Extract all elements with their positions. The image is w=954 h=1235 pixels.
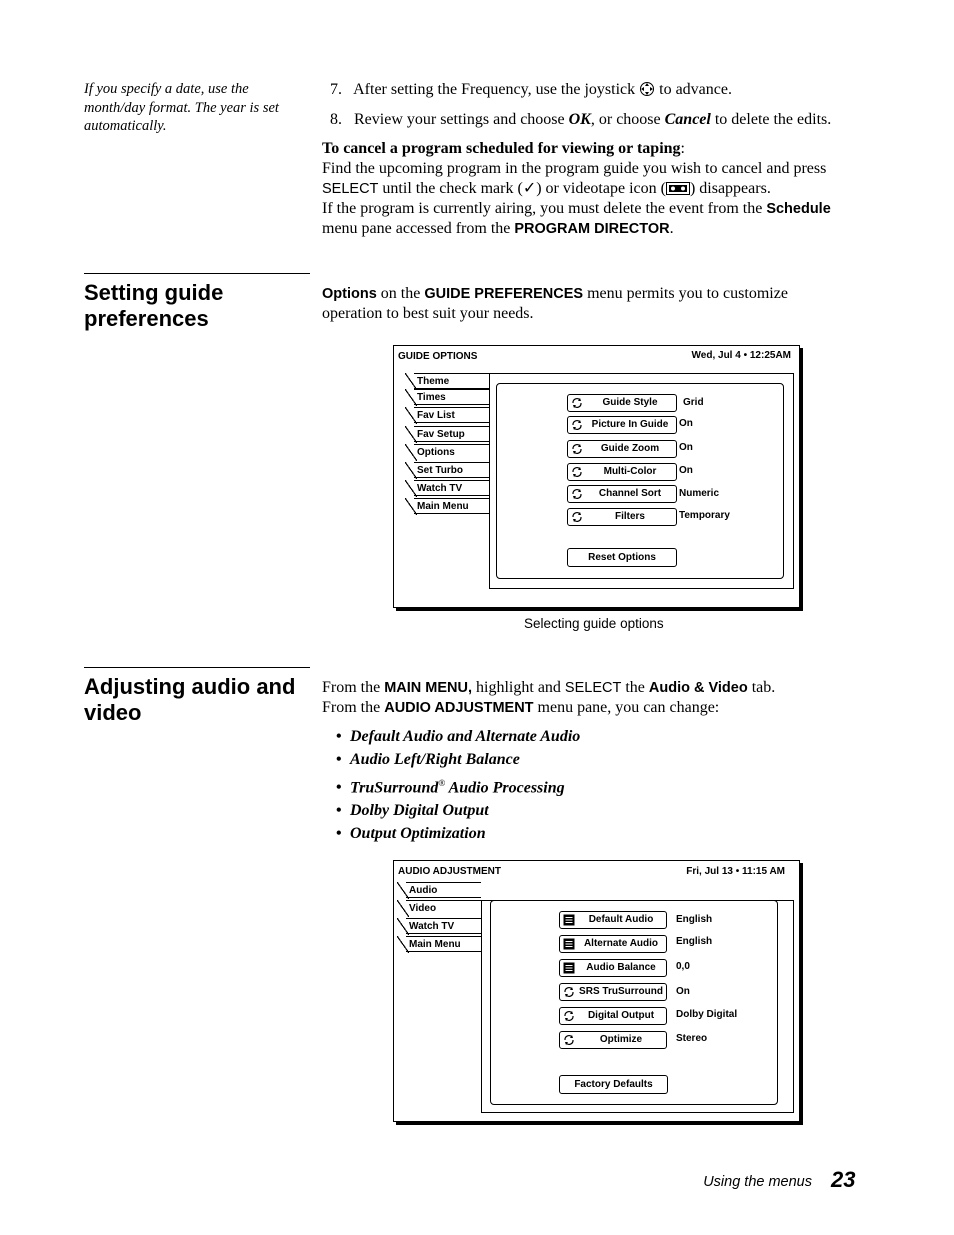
guide-preferences-intro: Options on the GUIDE PREFERENCES menu permits you to customize operation to best suit your needs. (322, 285, 788, 322)
list-item: • Audio Left/Right Balance (336, 749, 580, 772)
cycle-icon (571, 397, 583, 409)
list-icon (563, 962, 575, 974)
guide-style-value: Grid (683, 397, 704, 408)
list-item: • TruSurround® Audio Processing (336, 772, 580, 800)
step-7: 7. After setting the Frequency, use the joystick to advance. (330, 81, 732, 98)
audio-balance-button[interactable]: Audio Balance (559, 959, 667, 977)
joystick-icon (639, 81, 655, 97)
alternate-audio-button[interactable]: Alternate Audio (559, 935, 667, 953)
cycle-icon (571, 488, 583, 500)
factory-defaults-button[interactable]: Factory Defaults (559, 1075, 668, 1094)
cycle-icon (571, 466, 583, 478)
page-number: 23 (831, 1167, 856, 1192)
section-divider (84, 667, 310, 668)
filters-button[interactable]: Filters (567, 508, 677, 526)
multi-color-value: On (679, 465, 693, 476)
list-item: • Dolby Digital Output (336, 800, 580, 823)
cycle-icon (571, 511, 583, 523)
list-item: • Default Audio and Alternate Audio (336, 726, 580, 749)
tab-times[interactable]: Times (414, 389, 489, 405)
list-icon (563, 938, 575, 950)
reset-options-button[interactable]: Reset Options (567, 548, 677, 567)
cycle-icon (563, 986, 575, 998)
footer-section-label: Using the menus (703, 1174, 812, 1190)
tab-video[interactable]: Video (406, 900, 481, 916)
list-item: • Output Optimization (336, 823, 580, 846)
picture-in-guide-value: On (679, 418, 693, 429)
cycle-icon (563, 1034, 575, 1046)
adjustable-settings-list (336, 726, 580, 845)
audio-video-intro: From the MAIN MENU, highlight and SELECT the Audio & Video tab. From the AUDIO ADJUSTMENT menu pane, you can change: (322, 679, 776, 716)
tab-fav-list[interactable]: Fav List (414, 407, 489, 423)
channel-sort-button[interactable]: Channel Sort (567, 485, 677, 503)
section-heading-guide-preferences: Setting guide preferences (84, 280, 224, 331)
cancel-instructions: To cancel a program scheduled for viewing or taping: Find the upcoming program in the program guide you wish to cancel and press SELECT until the check mark (✓) or videotape icon ( ) disappears. If the program is currently airing, you must delete the event from the Schedule menu pane accessed from the PROGRAM DIRECTOR. (322, 140, 831, 237)
cycle-icon (571, 443, 583, 455)
srs-trusurround-value: On (676, 986, 690, 997)
channel-sort-value: Numeric (679, 488, 720, 499)
tab-main-menu[interactable]: Main Menu (414, 498, 489, 514)
figure-caption: Selecting guide options (524, 616, 664, 631)
digital-output-button[interactable]: Digital Output (559, 1007, 667, 1025)
sidenote: If you specify a date, use the month/day format. The year is set automatically. (84, 81, 279, 134)
step-8: 8. Review your settings and choose OK, or choose Cancel to delete the edits. (330, 111, 832, 128)
digital-output-value: Dolby Digital (676, 1009, 738, 1020)
tab-options[interactable]: Options (414, 444, 489, 460)
srs-trusurround-button[interactable]: SRS TruSurround (559, 983, 667, 1001)
tab-watch-tv[interactable]: Watch TV (406, 918, 481, 934)
picture-in-guide-button[interactable]: Picture In Guide (567, 416, 677, 434)
guide-zoom-value: On (679, 442, 693, 453)
screen-date: Wed, Jul 4 • 12:25AM (691, 350, 791, 361)
audio-adjustment-screen (393, 860, 800, 1122)
screen-title: AUDIO ADJUSTMENT (398, 866, 501, 877)
optimize-value: Stereo (676, 1033, 708, 1044)
tab-main-menu[interactable]: Main Menu (406, 936, 481, 952)
guide-zoom-button[interactable]: Guide Zoom (567, 440, 677, 458)
section-divider (84, 273, 310, 274)
list-icon (563, 914, 575, 926)
filters-value: Temporary (679, 510, 730, 521)
guide-style-button[interactable]: Guide Style (567, 394, 677, 412)
multi-color-button[interactable]: Multi-Color (567, 463, 677, 481)
section-heading-audio-video: Adjusting audio and video (84, 674, 296, 725)
cycle-icon (563, 1010, 575, 1022)
guide-options-screen (393, 345, 800, 608)
alternate-audio-value: English (676, 936, 713, 947)
audio-balance-value: 0,0 (676, 961, 690, 972)
default-audio-button[interactable]: Default Audio (559, 911, 667, 929)
screen-title: GUIDE OPTIONS (398, 351, 478, 362)
tab-fav-setup[interactable]: Fav Setup (414, 426, 489, 442)
cycle-icon (571, 419, 583, 431)
tab-audio[interactable]: Audio (406, 882, 481, 898)
tab-set-turbo[interactable]: Set Turbo (414, 462, 489, 478)
videotape-icon (666, 182, 690, 195)
tab-theme[interactable]: Theme (414, 373, 489, 389)
screen-date: Fri, Jul 13 • 11:15 AM (686, 866, 785, 877)
check-mark-icon: ✓ (522, 180, 537, 197)
optimize-button[interactable]: Optimize (559, 1031, 667, 1049)
tab-watch-tv[interactable]: Watch TV (414, 480, 489, 496)
default-audio-value: English (676, 914, 713, 925)
